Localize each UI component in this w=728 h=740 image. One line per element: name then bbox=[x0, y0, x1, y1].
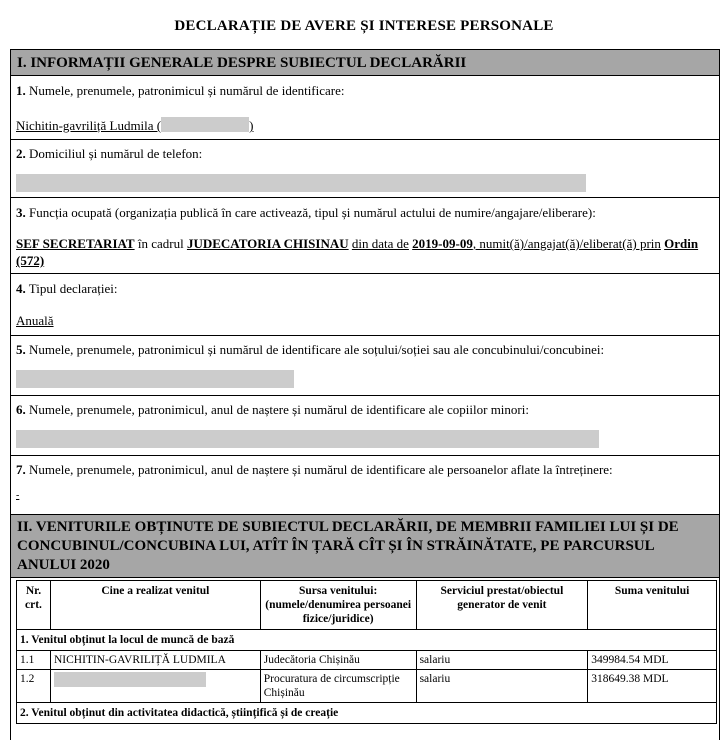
answer-2-redacted bbox=[16, 174, 586, 192]
question-5 bbox=[16, 342, 604, 358]
question-4-number: 4. bbox=[16, 281, 26, 296]
row-who: NICHITIN-GAVRILIȚĂ LUDMILA bbox=[50, 651, 260, 670]
row-amount: 318649.38 MDL bbox=[588, 670, 717, 703]
answer-3-in-cadrul: în cadrul bbox=[137, 236, 184, 251]
question-3-number: 3. bbox=[16, 205, 26, 220]
answer-3-organization: JUDECATORIA CHISINAU bbox=[186, 236, 349, 251]
answer-6-redacted bbox=[16, 430, 599, 448]
document-title: DECLARAȚIE DE AVERE ȘI INTERESE PERSONALE bbox=[174, 18, 554, 34]
divider bbox=[10, 395, 720, 396]
table-header-row bbox=[17, 581, 717, 630]
answer-1-name: Nichitin-gavriliță Ludmila ( bbox=[16, 118, 162, 133]
question-6-label: Numele, prenumele, patronimicul, anul de naștere și numărul de identificare ale copiilor minori: bbox=[29, 402, 529, 417]
question-5-number: 5. bbox=[16, 342, 26, 357]
section-2-header: II. VENITURILE OBȚINUTE DE SUBIECTUL DECLARĂRII, DE MEMBRII FAMILIEI LUI ȘI DE CONCUBINUL/CONCUBINA LUI, ATÎT ÎN ȚARĂ CÎT ȘI ÎN STRĂINĂTATE, PE PARCURSUL ANULUI 2020 bbox=[10, 514, 720, 578]
answer-3 bbox=[16, 235, 706, 269]
question-2 bbox=[16, 146, 202, 162]
header-who: Cine a realizat venitul bbox=[50, 581, 260, 630]
section-1-header: I. INFORMAȚII GENERALE DESPRE SUBIECTUL DECLARĂRII bbox=[10, 49, 720, 76]
row-nr: 1.2 bbox=[17, 670, 51, 703]
table-row bbox=[17, 651, 717, 670]
question-7 bbox=[16, 462, 613, 478]
answer-3-appointed: , numit(ă)/angajat(ă)/eliberat(ă) prin bbox=[472, 236, 661, 251]
divider bbox=[10, 335, 720, 336]
question-3-label: Funcția ocupată (organizația publică în care activează, tipul și numărul actului de numire/angajare/eliberare): bbox=[29, 205, 596, 220]
answer-3-din-data: din data de bbox=[351, 236, 409, 251]
row-who-redacted bbox=[54, 672, 206, 687]
divider bbox=[10, 455, 720, 456]
divider bbox=[10, 197, 720, 198]
income-table bbox=[16, 580, 717, 724]
row-nr: 1.1 bbox=[17, 651, 51, 670]
divider bbox=[10, 139, 720, 140]
table-row bbox=[17, 670, 717, 703]
question-2-number: 2. bbox=[16, 146, 26, 161]
answer-1 bbox=[16, 117, 253, 134]
header-service: Serviciul prestat/obiectul generator de venit bbox=[416, 581, 588, 630]
header-amount: Suma venitului bbox=[588, 581, 717, 630]
question-1 bbox=[16, 83, 345, 99]
question-6-number: 6. bbox=[16, 402, 26, 417]
divider bbox=[10, 273, 720, 274]
answer-3-act: Ordin (572) bbox=[16, 236, 699, 268]
group-2-label: 2. Venitul obținut din activitatea didactică, științifică și de creație bbox=[17, 703, 717, 724]
group-1-label: 1. Venitul obținut la locul de muncă de bază bbox=[17, 630, 717, 651]
question-1-label: Numele, prenumele, patronimicul și numărul de identificare: bbox=[29, 83, 345, 98]
question-4 bbox=[16, 281, 117, 297]
answer-3-date: 2019-09-09 bbox=[412, 236, 473, 251]
row-source: Procuratura de circumscripție Chișinău bbox=[260, 670, 416, 703]
question-5-label: Numele, prenumele, patronimicul și numărul de identificare ale soțului/soției sau ale concubinului/concubinei: bbox=[29, 342, 605, 357]
header-source: Sursa venitului: (numele/denumirea persoanei fizice/juridice) bbox=[260, 581, 416, 630]
row-service: salariu bbox=[416, 670, 588, 703]
answer-4: Anuală bbox=[16, 313, 54, 328]
question-1-number: 1. bbox=[16, 83, 26, 98]
row-amount: 349984.54 MDL bbox=[588, 651, 717, 670]
question-4-label: Tipul declarației: bbox=[28, 281, 118, 296]
table-group-row bbox=[17, 630, 717, 651]
row-source: Judecătoria Chișinău bbox=[260, 651, 416, 670]
answer-7: - bbox=[16, 490, 20, 501]
answer-1-suffix: ) bbox=[249, 118, 254, 133]
question-3 bbox=[16, 205, 596, 221]
answer-3-position: SEF SECRETARIAT bbox=[16, 236, 135, 251]
question-7-number: 7. bbox=[16, 462, 26, 477]
answer-1-redacted-id bbox=[161, 117, 249, 132]
row-who bbox=[50, 670, 260, 703]
table-group-row bbox=[17, 703, 717, 724]
answer-5-redacted bbox=[16, 370, 294, 388]
question-7-label: Numele, prenumele, patronimicul, anul de naștere și numărul de identificare ale persoanelor aflate la întreținere: bbox=[29, 462, 613, 477]
question-6 bbox=[16, 402, 529, 418]
question-2-label: Domiciliul și numărul de telefon: bbox=[29, 146, 203, 161]
header-nr: Nr. crt. bbox=[17, 581, 51, 630]
row-service: salariu bbox=[416, 651, 588, 670]
